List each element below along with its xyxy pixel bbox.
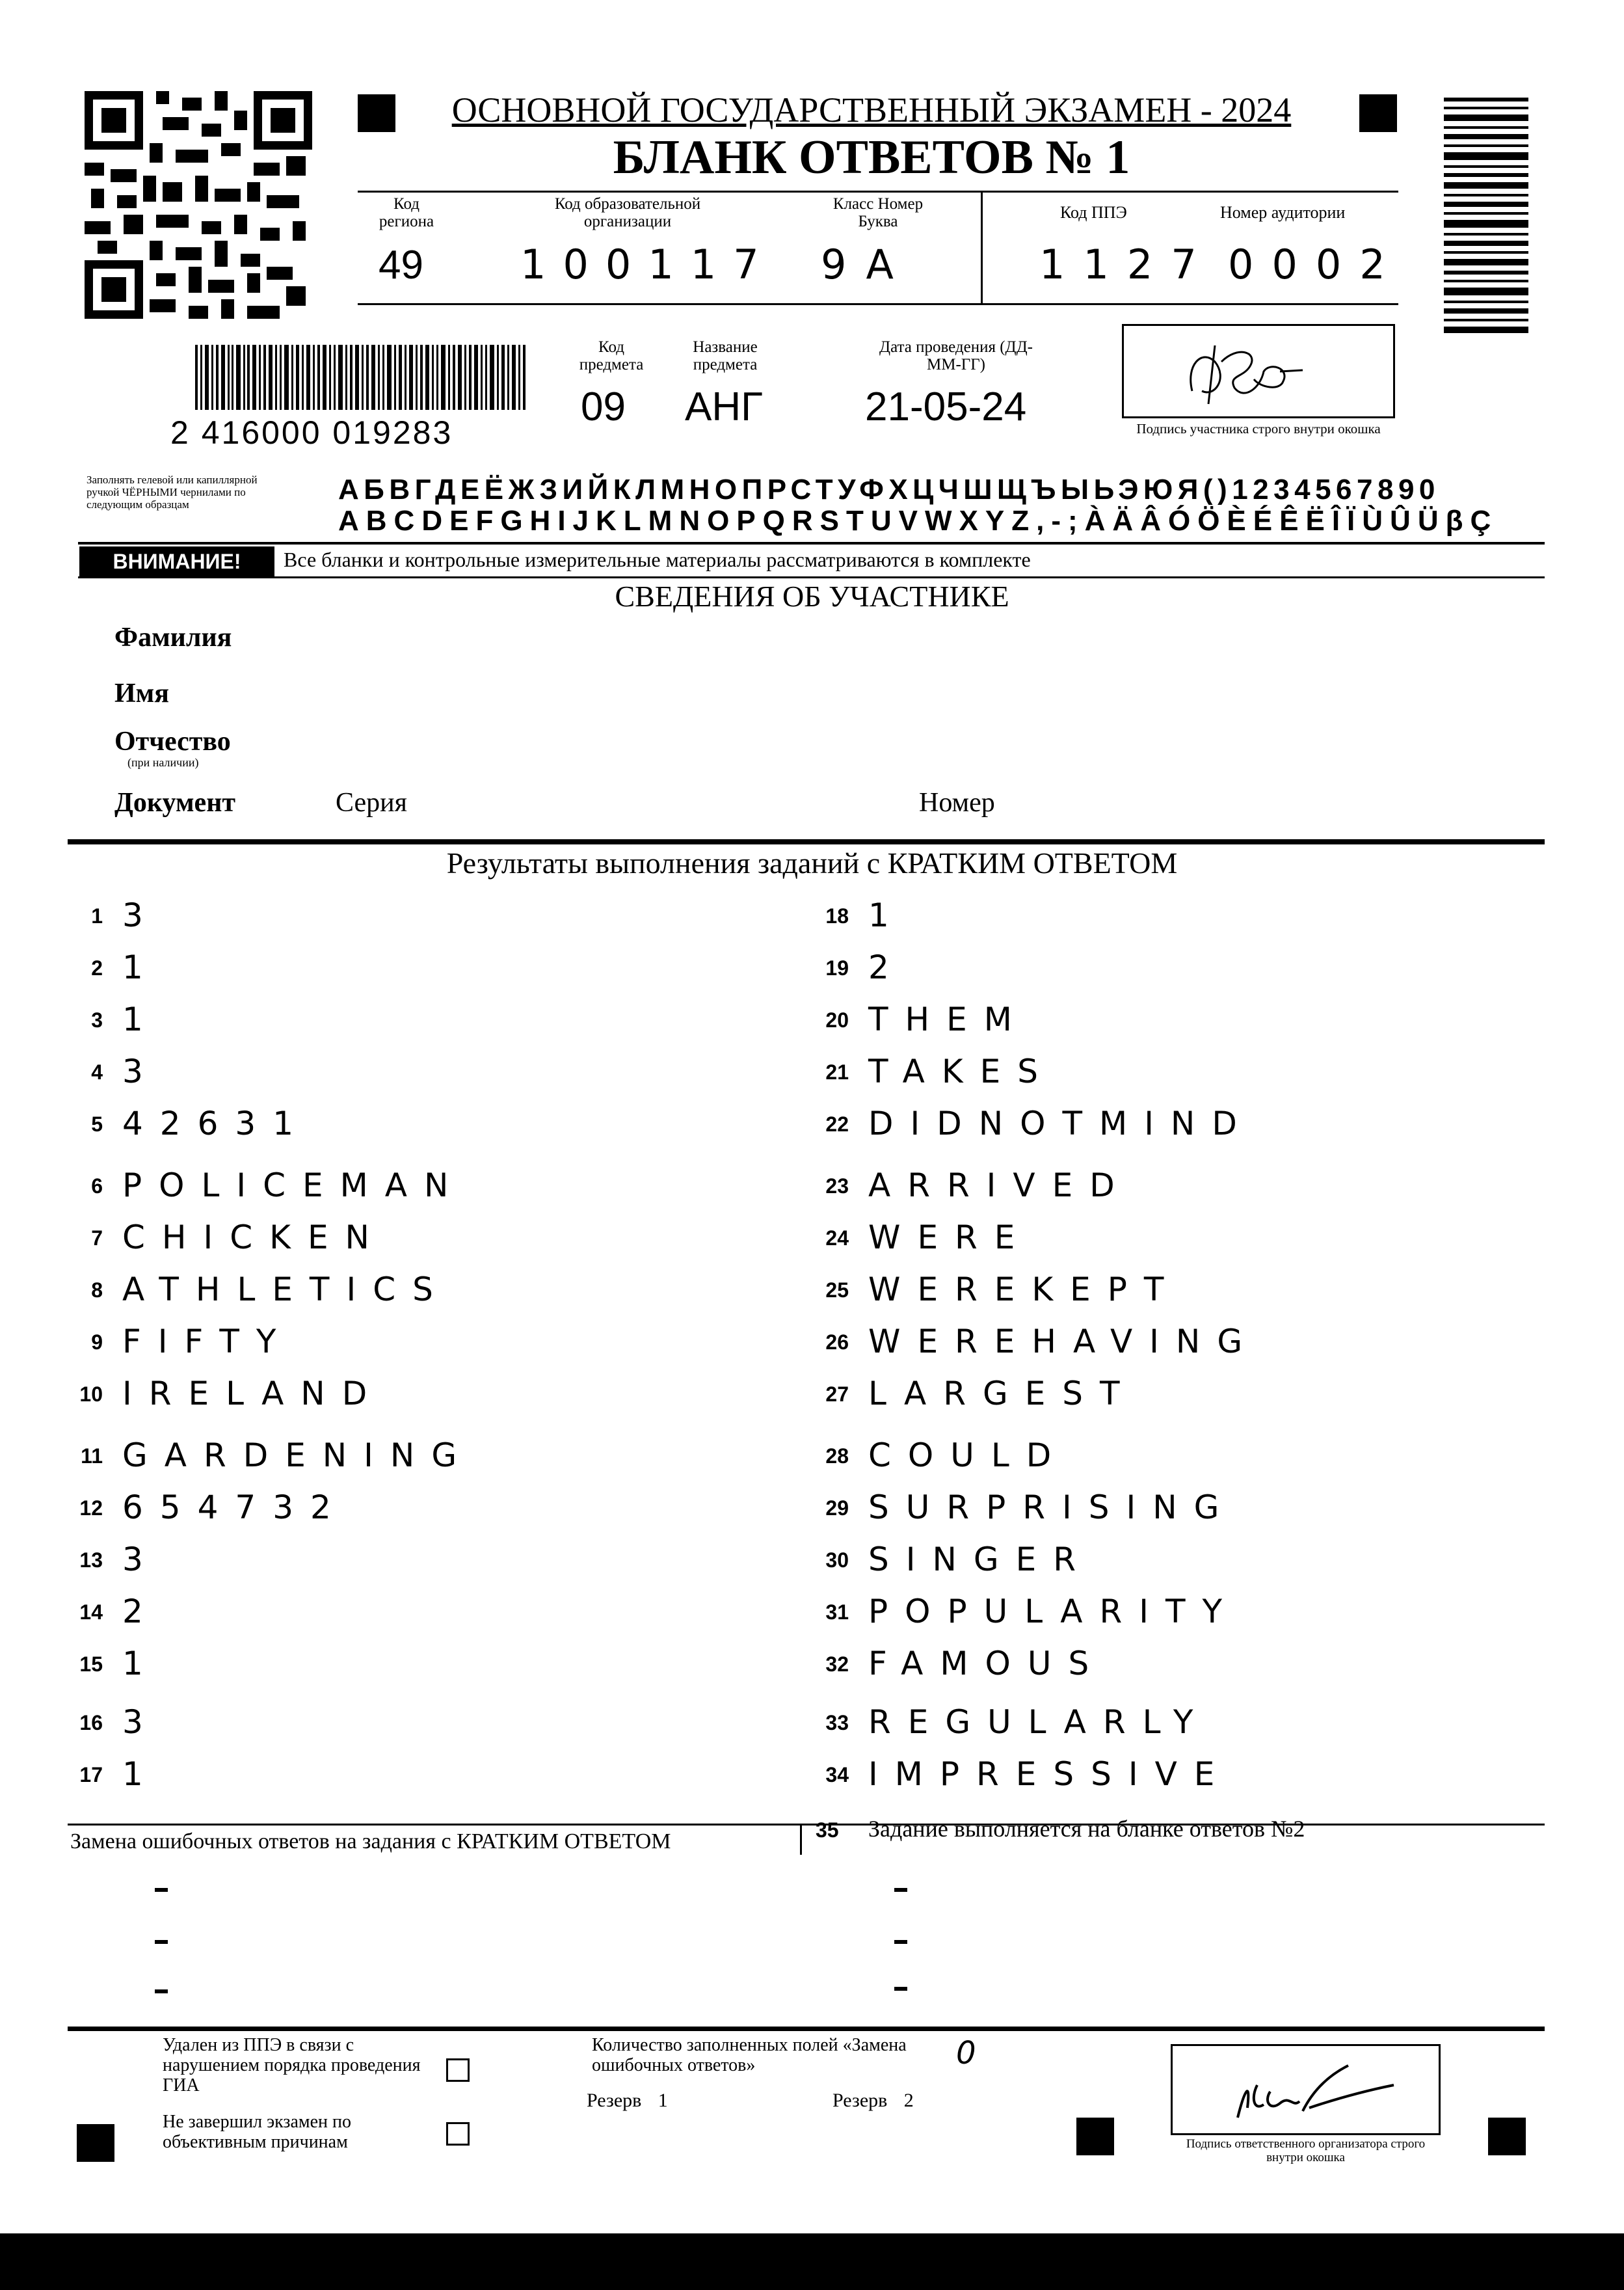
corner-marker-bottom-right [1488, 2118, 1526, 2155]
participant-signature-box [1122, 324, 1395, 418]
answer-value: 42631 [122, 1105, 311, 1142]
answer-value: WEREHAVING [868, 1323, 1260, 1360]
answer-value: 1 [122, 1001, 160, 1038]
task-number: 3 [91, 1008, 103, 1032]
form-title: БЛАНК ОТВЕТОВ № 1 [613, 131, 1130, 184]
answer-value: ARRIVED [868, 1166, 1132, 1204]
answer-value: 1 [122, 1755, 160, 1793]
task-number: 26 [825, 1330, 849, 1354]
room-number-label: Номер аудитории [1220, 203, 1346, 222]
answer-value: POLICEMAN [122, 1166, 466, 1204]
answer-value: 3 [122, 1703, 160, 1741]
org-code-value: 100117 [520, 241, 776, 288]
answer-value: SURPRISING [868, 1488, 1236, 1526]
barcode-number: 2 416000 019283 [170, 414, 453, 451]
answer-value: CHICKEN [122, 1219, 386, 1256]
not-finished-label: Не завершил экзамен по объективным причинам [163, 2112, 351, 2152]
region-code-label: Код региона [379, 195, 434, 230]
answer-value: DIDNOTMIND [868, 1105, 1254, 1142]
patronymic-label: Отчество [114, 727, 231, 757]
replacement-count-label: Количество заполненных полей «Замена ошибочных ответов» [592, 2035, 907, 2075]
document-label: Документ [114, 788, 236, 818]
warning-text: Все бланки и контрольные измерительные материалы рассматриваются в комплекте [284, 548, 1031, 571]
fill-instructions: Заполнять гелевой или капиллярной ручкой ЧЁРНЫМИ чернилами по следующим образцам [87, 474, 258, 511]
ppe-code-value: 1127 [1039, 241, 1215, 288]
task-number: 32 [825, 1652, 849, 1676]
corner-marker-top-right [1359, 94, 1397, 132]
organizer-signature-box [1171, 2044, 1441, 2135]
task-number: 5 [91, 1112, 103, 1136]
replacement-section-title: Замена ошибочных ответов на задания с КРАТКИМ ОТВЕТОМ [70, 1829, 671, 1853]
reserve-1-label: Резерв 1 [587, 2090, 668, 2111]
replacement-dash [155, 1888, 168, 1892]
answer-value: 1 [122, 949, 160, 986]
task-number: 8 [91, 1278, 103, 1302]
task-number: 4 [91, 1060, 103, 1084]
task-35-number: 35 [816, 1818, 839, 1842]
patronymic-note: (при наличии) [127, 756, 199, 769]
answer-value: 2 [868, 949, 906, 986]
removed-from-ppe-label: Удален из ППЭ в связи с нарушением порядка проведения ГИА [163, 2035, 421, 2095]
subject-code-label: Код предмета [579, 338, 644, 373]
task-number: 30 [825, 1548, 849, 1572]
task-number: 1 [91, 904, 103, 928]
participant-section-title: СВЕДЕНИЯ ОБ УЧАСТНИКЕ [615, 580, 1009, 613]
answer-value: SINGER [868, 1541, 1093, 1578]
answer-value: FIFTY [122, 1323, 293, 1360]
exam-title: ОСНОВНОЙ ГОСУДАРСТВЕННЫЙ ЭКЗАМЕН - 2024 [451, 90, 1292, 129]
task-number: 17 [79, 1763, 103, 1786]
task-number: 21 [825, 1060, 849, 1084]
removed-from-ppe-checkbox[interactable] [446, 2058, 470, 2082]
answer-value: 3 [122, 1053, 160, 1090]
exam-date-value: 21-05-24 [865, 384, 1027, 429]
answer-value: 1 [868, 896, 906, 934]
replacement-dash [155, 1989, 168, 1993]
answer-value: COULD [868, 1436, 1069, 1474]
answer-value: FAMOUS [868, 1645, 1106, 1682]
task-number: 23 [825, 1174, 849, 1198]
task-number: 31 [825, 1600, 849, 1624]
task-number: 24 [825, 1226, 849, 1250]
answer-value: ATHLETICS [122, 1271, 450, 1308]
task-number: 12 [79, 1496, 103, 1520]
subject-name-value: АНГ [685, 384, 763, 429]
task-number: 9 [91, 1330, 103, 1354]
participant-signature-label: Подпись участника строго внутри окошка [1136, 421, 1381, 437]
answer-value: THEM [868, 1001, 1029, 1038]
answer-value: 1 [122, 1645, 160, 1682]
room-number-value: 0002 [1228, 241, 1404, 288]
class-value: 9А [821, 241, 913, 288]
subject-name-label: Название предмета [693, 338, 758, 373]
class-label: Класс Номер Буква [832, 195, 924, 230]
answer-value: 2 [122, 1593, 160, 1630]
task-number: 11 [81, 1444, 103, 1468]
qr-code [85, 91, 312, 319]
answer-value: IRELAND [122, 1375, 384, 1412]
replacement-count-value: 0 [956, 2035, 992, 2071]
task-number: 22 [825, 1112, 849, 1136]
task-number: 6 [91, 1174, 103, 1198]
task-number: 28 [825, 1444, 849, 1468]
name-label: Имя [114, 679, 169, 708]
task-35-note: Задание выполняется на бланке ответов №2 [868, 1816, 1305, 1842]
task-number: 14 [79, 1600, 103, 1624]
results-section-title: Результаты выполнения заданий с КРАТКИМ ОТВЕТОМ [446, 846, 1178, 880]
document-number-label: Номер [919, 788, 995, 818]
replacement-dash [894, 1940, 907, 1944]
answer-value: 3 [122, 1541, 160, 1578]
answer-value: GARDENING [122, 1436, 474, 1474]
task-number: 10 [79, 1382, 103, 1406]
task-number: 7 [91, 1226, 103, 1250]
corner-marker-top-left [358, 94, 395, 132]
document-series-label: Серия [336, 788, 407, 818]
task-number: 33 [825, 1711, 849, 1734]
organizer-signature-label: Подпись ответственного организатора строго внутри окошка [1186, 2137, 1426, 2164]
warning-badge: ВНИМАНИЕ! [79, 546, 274, 576]
task-number: 19 [825, 956, 849, 980]
replacement-dash [155, 1940, 168, 1944]
answer-value: TAKES [868, 1053, 1055, 1090]
task-number: 27 [825, 1382, 849, 1406]
answer-value: WEREKEPT [868, 1271, 1181, 1308]
task-number: 16 [79, 1711, 103, 1734]
region-code-value: 49 [379, 243, 423, 288]
sample-characters-latin: ABCDEFGHIJKLMNOPQRSTUVWXYZ,-;ÀÄÂÓÖÈÉÊËÎÏÙÛÜβÇ [338, 505, 1498, 537]
task-number: 18 [825, 904, 849, 928]
task-number: 2 [91, 956, 103, 980]
reserve-2-label: Резерв 2 [832, 2090, 914, 2111]
answer-value: REGULARLY [868, 1703, 1210, 1741]
answer-value: IMPRESSIVE [868, 1755, 1232, 1793]
org-code-label: Код образовательной организации [554, 195, 701, 230]
task-number: 15 [79, 1652, 103, 1676]
task-number: 25 [825, 1278, 849, 1302]
surname-label: Фамилия [114, 623, 232, 653]
scan-stripe [0, 2233, 1624, 2290]
ppe-code-label: Код ППЭ [1060, 203, 1127, 222]
subject-code-value: 09 [581, 384, 626, 429]
answer-value: POPULARITY [868, 1593, 1240, 1630]
task-number: 29 [825, 1496, 849, 1520]
answer-value: LARGEST [868, 1375, 1137, 1412]
corner-marker-bottom-mid [1076, 2118, 1114, 2155]
replacement-dash [894, 1987, 907, 1991]
task-number: 34 [825, 1763, 849, 1786]
answer-value: WERE [868, 1219, 1032, 1256]
task-number: 20 [825, 1008, 849, 1032]
linear-barcode [195, 345, 533, 410]
side-barcode [1444, 98, 1528, 338]
corner-marker-bottom-left [77, 2124, 114, 2162]
exam-date-label: Дата проведения (ДД-ММ-ГГ) [879, 338, 1033, 373]
task-number: 13 [79, 1548, 103, 1572]
sample-characters-cyrillic: АБВГДЕЁЖЗИЙКЛМНОПРСТУФХЦЧШЩЪЫЬЭЮЯ()1234567890 [338, 474, 1440, 505]
answer-value: 654732 [122, 1488, 348, 1526]
answer-value: 3 [122, 896, 160, 934]
not-finished-checkbox[interactable] [446, 2122, 470, 2146]
replacement-dash [894, 1888, 907, 1892]
